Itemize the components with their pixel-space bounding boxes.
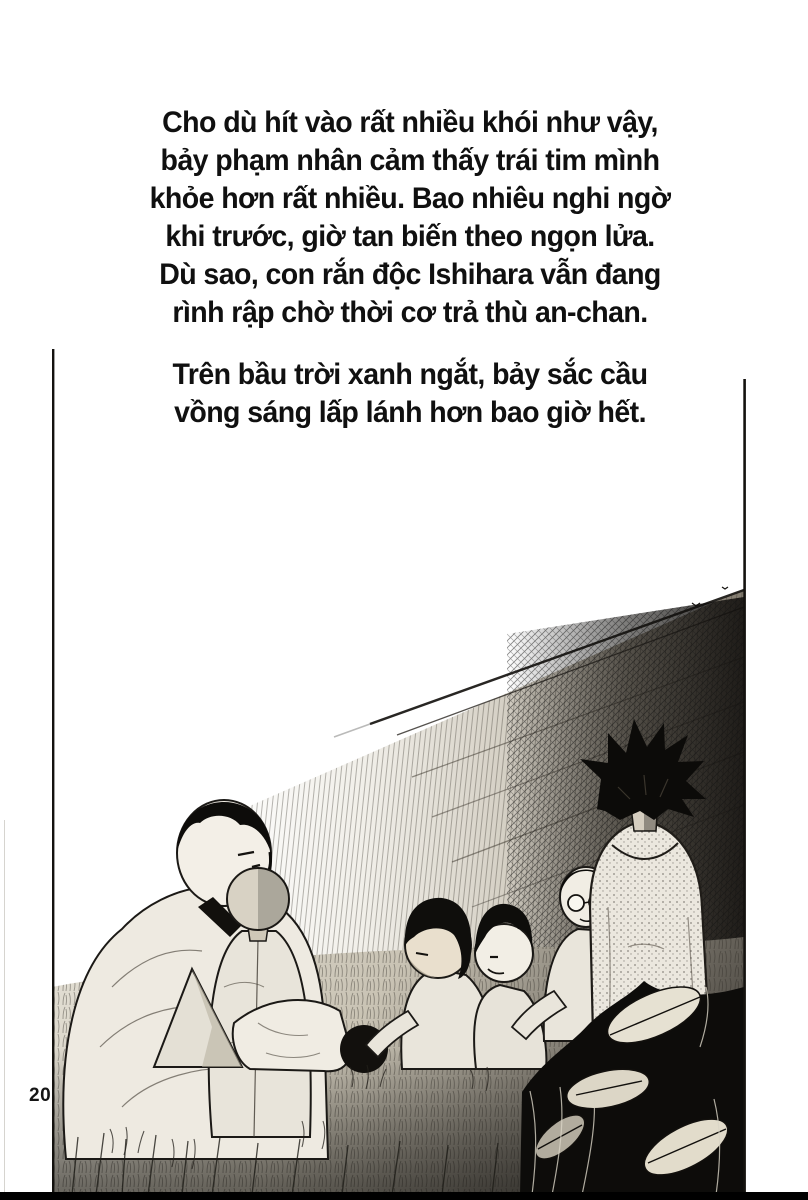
narration-paragraph-1 bbox=[53, 104, 767, 332]
narration-line: Trên bầu trời xanh ngắt, bảy sắc cầu bbox=[172, 358, 648, 391]
narration-line: rình rập chờ thời cơ trả thù an-chan. bbox=[172, 296, 648, 329]
narration-line: Dù sao, con rắn độc Ishihara vẫn đang bbox=[159, 258, 661, 291]
bottom-black-bar bbox=[0, 1192, 808, 1200]
page-number: 20 bbox=[29, 1085, 52, 1106]
narration-line: Cho dù hít vào rất nhiều khói như vậy, bbox=[162, 106, 658, 139]
narration-line: vồng sáng lấp lánh hơn bao giờ hết. bbox=[174, 396, 646, 429]
manga-panel-illustration bbox=[52, 347, 746, 1195]
narration-line: khi trước, giờ tan biến theo ngọn lửa. bbox=[165, 220, 655, 253]
page-edge-artifact bbox=[4, 820, 5, 1192]
narration-line: khỏe hơn rất nhiều. Bao nhiêu nghi ngờ bbox=[149, 182, 671, 215]
narration-line: bảy phạm nhân cảm thấy trái tim mình bbox=[160, 144, 660, 177]
round-glasses-icon bbox=[568, 895, 584, 911]
